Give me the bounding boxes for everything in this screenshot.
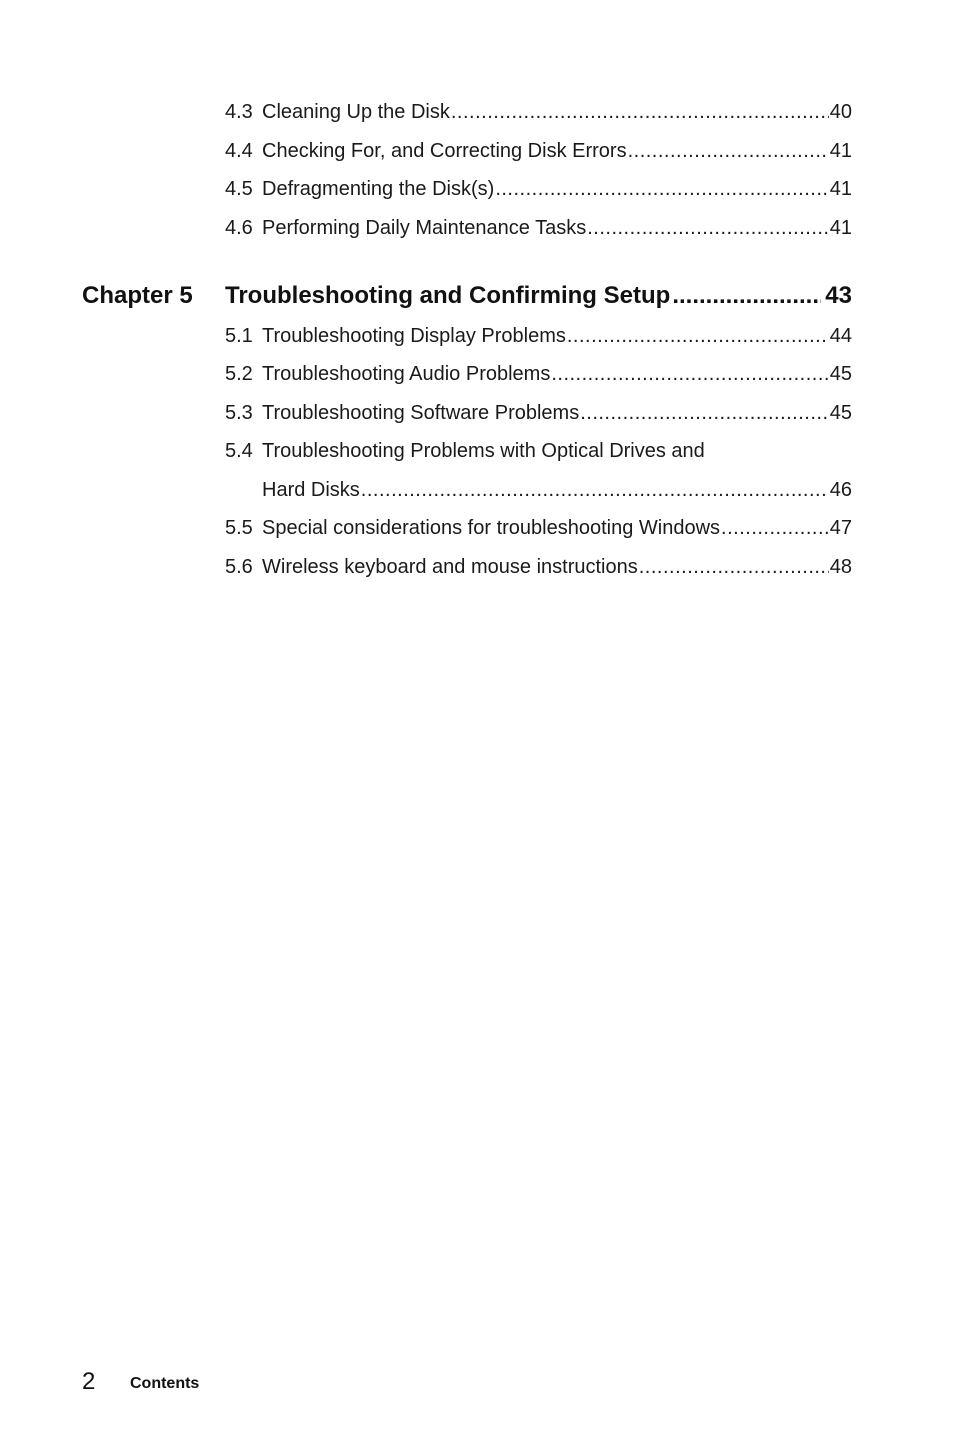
toc-entry-title: Troubleshooting Audio Problems (262, 363, 551, 385)
footer-page-number: 2 (82, 1368, 96, 1395)
toc-entry-title: Cleaning Up the Disk (262, 101, 450, 123)
dot-leader (451, 99, 829, 125)
toc-entry-page: 40 (829, 101, 852, 123)
toc-entry-page: 45 (829, 363, 852, 385)
toc-entry-number: 4.4 (225, 140, 253, 162)
toc-entry-title: Defragmenting the Disk(s) (262, 178, 495, 200)
chapter-title: Troubleshooting and Confirming Setup (225, 282, 671, 309)
dot-leader (495, 176, 828, 202)
toc-entry-number: 5.3 (225, 402, 253, 424)
toc-entry-5-3[interactable] (225, 400, 852, 426)
dot-leader (361, 477, 829, 503)
toc-entry-title: Troubleshooting Problems with Optical Drives and (262, 440, 705, 462)
toc-entry-page: 41 (829, 217, 852, 239)
toc-entry-title: Special considerations for troubleshooting Windows (262, 517, 721, 539)
toc-entry-page: 48 (829, 556, 852, 578)
toc-entry-5-5[interactable] (225, 515, 852, 541)
toc-entry-page: 45 (829, 402, 852, 424)
toc-entry-page: 46 (829, 479, 852, 501)
toc-entry-5-1[interactable] (225, 323, 852, 349)
toc-entry-5-6[interactable] (225, 554, 852, 580)
dot-leader (672, 281, 821, 311)
dot-leader (587, 215, 829, 241)
toc-entry-number: 5.5 (225, 517, 253, 539)
dot-leader (628, 138, 829, 164)
toc-entry-5-4-continued[interactable] (262, 477, 852, 503)
toc-entry-page: 44 (829, 325, 852, 347)
chapter-label: Chapter 5 (82, 282, 193, 309)
dot-leader (551, 361, 828, 387)
dot-leader (639, 554, 829, 580)
toc-entry-title: Performing Daily Maintenance Tasks (262, 217, 587, 239)
toc-entry-title: Troubleshooting Software Problems (262, 402, 580, 424)
toc-entry-number: 4.5 (225, 178, 253, 200)
toc-entry-4-3[interactable] (225, 99, 852, 125)
toc-entry-page: 41 (829, 178, 852, 200)
toc-entry-title-continuation: Hard Disks (262, 479, 360, 501)
toc-entry-page: 41 (829, 140, 852, 162)
toc-entry-4-5[interactable] (225, 176, 852, 202)
toc-entry-title: Checking For, and Correcting Disk Errors (262, 140, 627, 162)
toc-chapter-5[interactable] (82, 281, 852, 311)
toc-entry-4-6[interactable] (225, 215, 852, 241)
toc-entry-number: 5.1 (225, 325, 253, 347)
footer-section-label: Contents (130, 1375, 200, 1392)
toc-entry-5-2[interactable] (225, 361, 852, 387)
chapter-page: 43 (825, 282, 852, 309)
toc-entry-4-4[interactable] (225, 138, 852, 164)
toc-entry-number: 5.6 (225, 556, 253, 578)
dot-leader (567, 323, 829, 349)
toc-entry-number: 4.3 (225, 101, 253, 123)
toc-entry-5-4[interactable] (225, 438, 705, 464)
toc-entry-number: 5.4 (225, 440, 253, 462)
toc-entry-title: Wireless keyboard and mouse instructions (262, 556, 638, 578)
toc-entry-number: 5.2 (225, 363, 253, 385)
toc-entry-title: Troubleshooting Display Problems (262, 325, 566, 347)
dot-leader (580, 400, 829, 426)
toc-entry-page: 47 (829, 517, 852, 539)
dot-leader (721, 515, 829, 541)
toc-entry-number: 4.6 (225, 217, 253, 239)
